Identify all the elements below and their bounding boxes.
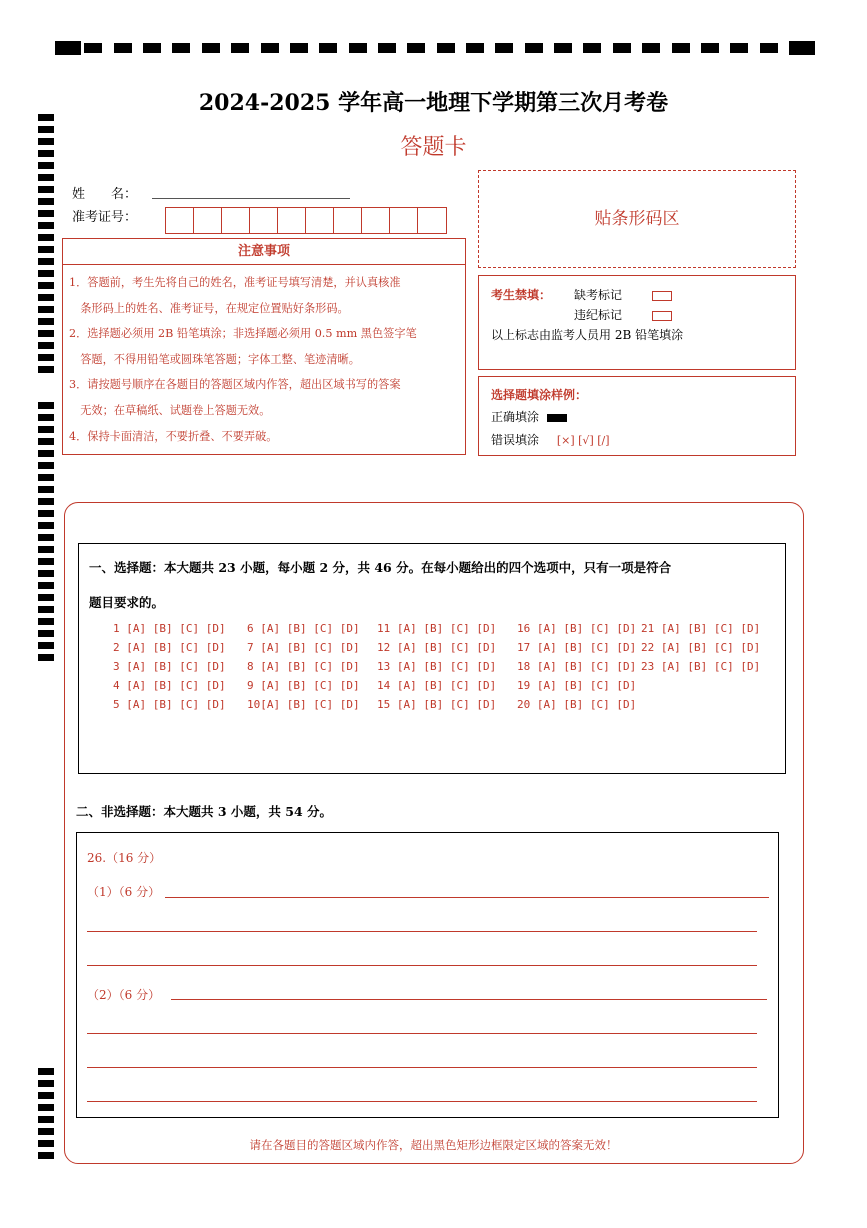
top-timing-marks [55, 41, 815, 55]
section1-heading-cont: 题目要求的。 [89, 595, 165, 610]
answer-line[interactable] [165, 897, 769, 898]
timing-mark [143, 43, 161, 53]
id-digit-box[interactable] [390, 208, 418, 233]
timing-mark [38, 618, 54, 625]
timing-mark [38, 198, 54, 205]
timing-mark [38, 462, 54, 469]
part1-label: （1）（6 分） [87, 885, 161, 899]
absent-mark-box[interactable] [652, 291, 672, 301]
notice-panel [62, 238, 466, 455]
timing-mark [38, 186, 54, 193]
timing-mark [38, 474, 54, 481]
timing-mark [378, 43, 396, 53]
timing-mark [789, 41, 815, 55]
name-label: 姓 名： [72, 187, 138, 202]
timing-mark [38, 1080, 54, 1087]
timing-mark [84, 43, 102, 53]
notice-item: 4．保持卡面清洁，不要折叠、不要弄破。 [69, 429, 278, 443]
answer-line[interactable] [87, 1101, 757, 1102]
section2-heading: 二、非选择题：本大题共 3 小题，共 54 分。 [76, 804, 333, 819]
name-field[interactable] [152, 197, 350, 199]
id-digit-box[interactable] [278, 208, 306, 233]
question-26-label: 26.（16 分） [87, 851, 162, 865]
timing-mark [466, 43, 484, 53]
absent-mark-row [574, 286, 672, 303]
timing-mark [38, 342, 54, 349]
timing-mark [38, 534, 54, 541]
timing-mark [38, 366, 54, 373]
multiple-choice-box [78, 543, 786, 774]
timing-mark [583, 43, 601, 53]
notice-item: 3．请按题号顺序在各题目的答题区域内作答，超出区域书写的答案 [69, 378, 401, 392]
timing-mark [642, 43, 660, 53]
timing-mark [38, 1104, 54, 1111]
timing-mark [114, 43, 132, 53]
answer-line[interactable] [171, 999, 767, 1000]
id-digit-box[interactable] [418, 208, 446, 233]
example-heading: 选择题填涂样例： [491, 388, 588, 402]
timing-mark [261, 43, 279, 53]
filled-mark [547, 414, 567, 422]
timing-mark [38, 222, 54, 229]
violation-mark-box[interactable] [652, 311, 672, 321]
wrong-row [491, 431, 610, 448]
notice-heading: 注意事项 [63, 239, 465, 265]
choice-column[interactable]: 11 [A] [B] [C] [D] 12 [A] [B] [C] [D] 13 [A] [B] [C] [D] 14 [A] [B] [C] [D] 15 [A] [B] [C] [D] [377, 622, 497, 711]
choice-column[interactable]: 16 [A] [B] [C] [D] 17 [A] [B] [C] [D] 18 [A] [B] [C] [D] 19 [A] [B] [C] [D] 20 [A] [B] [C] [D] [517, 622, 637, 711]
exam-id-boxes[interactable] [165, 207, 447, 234]
id-digit-box[interactable] [166, 208, 194, 233]
timing-mark [38, 630, 54, 637]
violation-mark-row [574, 306, 672, 323]
notice-item: 答题，不得用铅笔或圆珠笔答题；字体工整、笔迹清晰。 [69, 352, 360, 366]
timing-mark [319, 43, 337, 53]
correct-row [491, 408, 567, 425]
timing-mark [172, 43, 190, 53]
timing-mark [495, 43, 513, 53]
absent-mark-label: 缺考标记 [574, 288, 623, 302]
timing-mark [38, 354, 54, 361]
timing-mark [349, 43, 367, 53]
timing-mark [38, 450, 54, 457]
answer-line[interactable] [87, 931, 757, 932]
id-digit-box[interactable] [306, 208, 334, 233]
timing-mark [38, 174, 54, 181]
timing-mark [525, 43, 543, 53]
timing-mark [407, 43, 425, 53]
wrong-label: 错误填涂 [491, 433, 540, 447]
page-title: 2024-2025 学年高一地理下学期第三次月考卷 [198, 90, 669, 116]
fill-example-panel [478, 376, 796, 456]
timing-mark [38, 258, 54, 265]
section1-heading: 一、选择题：本大题共 23 小题，每小题 2 分，共 46 分。在每小题给出的四个选项中，只有一项是符合 [89, 560, 672, 575]
page-subtitle: 答题卡 [400, 135, 467, 160]
timing-mark [38, 162, 54, 169]
timing-mark [202, 43, 220, 53]
timing-mark [38, 582, 54, 589]
timing-mark [38, 282, 54, 289]
exam-id-label: 准考证号： [72, 210, 138, 225]
timing-mark [55, 41, 81, 55]
timing-mark [760, 43, 778, 53]
timing-mark [38, 498, 54, 505]
timing-mark [38, 438, 54, 445]
id-digit-box[interactable] [194, 208, 222, 233]
choice-column[interactable]: 6 [A] [B] [C] [D] 7 [A] [B] [C] [D] 8 [A] [B] [C] [D] 9 [A] [B] [C] [D] 10[A] [B] [C] [D] [247, 622, 360, 711]
timing-mark [38, 654, 54, 661]
timing-mark [38, 594, 54, 601]
notice-item: 无效；在草稿纸、试题卷上答题无效。 [69, 403, 271, 417]
question-26-box [76, 832, 779, 1118]
timing-mark [38, 1152, 54, 1159]
timing-mark [38, 546, 54, 553]
timing-mark [701, 43, 719, 53]
choice-column[interactable]: 1 [A] [B] [C] [D] 2 [A] [B] [C] [D] 3 [A] [B] [C] [D] 4 [A] [B] [C] [D] 5 [A] [B] [C] [D] [113, 622, 226, 711]
timing-mark [437, 43, 455, 53]
timing-mark [38, 606, 54, 613]
timing-mark [38, 570, 54, 577]
timing-mark [730, 43, 748, 53]
forbid-label: 考生禁填： [491, 288, 552, 302]
answer-line[interactable] [87, 1033, 757, 1034]
id-digit-box[interactable] [222, 208, 250, 233]
timing-mark [38, 522, 54, 529]
violation-mark-label: 违纪标记 [574, 308, 623, 322]
answer-line[interactable] [87, 1067, 757, 1068]
timing-mark [290, 43, 308, 53]
part2-label: （2）（6 分） [87, 988, 161, 1002]
answer-line[interactable] [87, 965, 757, 966]
examinee-forbidden-panel [478, 275, 796, 370]
timing-mark [613, 43, 631, 53]
timing-mark [231, 43, 249, 53]
timing-mark [38, 210, 54, 217]
choice-column[interactable]: 21 [A] [B] [C] [D] 22 [A] [B] [C] [D] 23 [A] [B] [C] [D] [641, 622, 761, 673]
left-timing-marks [38, 402, 54, 658]
timing-mark [38, 330, 54, 337]
timing-mark [38, 1116, 54, 1123]
barcode-area: 贴条形码区 [478, 170, 796, 268]
timing-mark [554, 43, 572, 53]
timing-mark [38, 294, 54, 301]
timing-mark [38, 414, 54, 421]
id-digit-box[interactable] [362, 208, 390, 233]
timing-mark [38, 234, 54, 241]
timing-mark [38, 486, 54, 493]
notice-item: 条形码上的姓名、准考证号，在规定位置贴好条形码。 [69, 301, 349, 315]
timing-mark [38, 402, 54, 409]
id-digit-box[interactable] [334, 208, 362, 233]
footer-warning: 请在各题目的答题区域内作答，超出黑色矩形边框限定区域的答案无效！ [249, 1138, 618, 1152]
timing-mark [38, 1128, 54, 1135]
timing-mark [38, 510, 54, 517]
timing-mark [38, 558, 54, 565]
timing-mark [38, 306, 54, 313]
notice-item: 2．选择题必须用 2B 铅笔填涂；非选择题必须用 0.5 mm 黑色签字笔 [69, 327, 417, 341]
timing-mark [38, 426, 54, 433]
wrong-marks: [×] [√] [/] [556, 434, 610, 447]
timing-mark [38, 318, 54, 325]
timing-mark [38, 1068, 54, 1075]
timing-mark [38, 270, 54, 277]
timing-mark [38, 246, 54, 253]
timing-mark [672, 43, 690, 53]
notice-item: 1．答题前，考生先将自己的姓名，准考证号填写清楚，并认真核准 [69, 276, 401, 289]
correct-label: 正确填涂 [491, 410, 540, 424]
id-digit-box[interactable] [250, 208, 278, 233]
timing-mark [38, 642, 54, 649]
forbid-note: 以上标志由监考人员用 2B 铅笔填涂 [491, 328, 684, 342]
left-timing-marks [38, 1068, 54, 1168]
timing-mark [38, 1092, 54, 1099]
